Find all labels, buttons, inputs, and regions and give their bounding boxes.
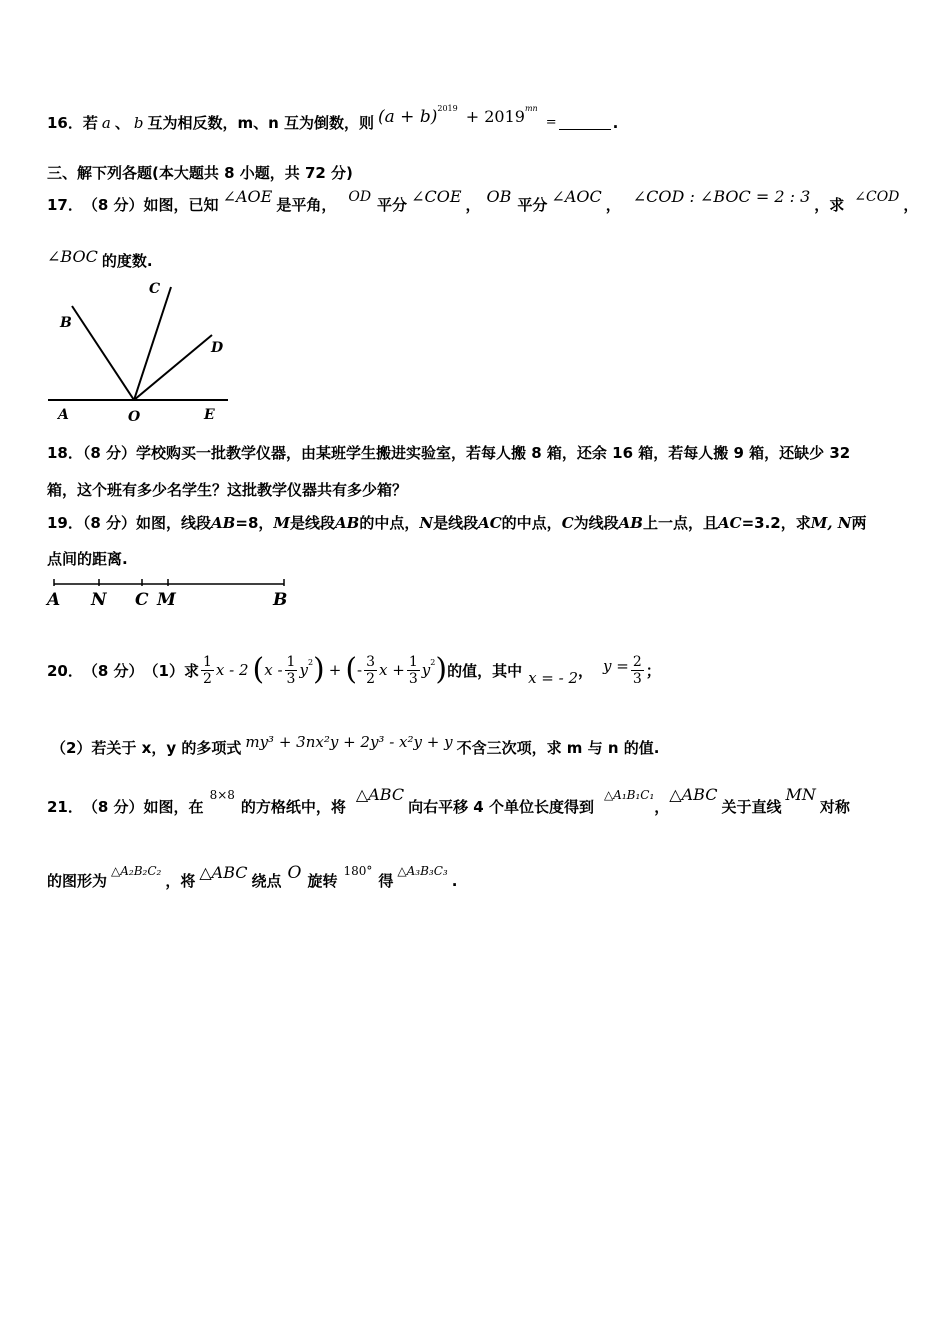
q17-comma: ， — [465, 196, 481, 214]
q21-point-o: O — [287, 862, 302, 883]
q20-semicolon: ； — [645, 661, 661, 680]
section-3-title: 三、解下列各题(本大题共 8 小题，共 72 分) — [47, 164, 353, 182]
paren-open-2: ( — [345, 652, 358, 687]
q20-y-eq: y = — [603, 657, 629, 675]
q21-end: . — [451, 871, 458, 890]
q20-number: 20． — [47, 661, 83, 680]
label-n: N — [91, 590, 107, 610]
q16-number: 16． — [47, 114, 83, 132]
frac-num: 1 — [408, 653, 418, 670]
label-a: A — [58, 407, 69, 423]
q17-ob: OB — [486, 187, 512, 206]
frac-1-2 — [201, 654, 214, 687]
q21-text-3: 向右平移 4 个单位长度得到 — [408, 798, 594, 816]
frac-den: 3 — [408, 670, 418, 687]
q17-angle-coe: ∠COE — [411, 187, 462, 206]
question-17 — [47, 187, 919, 215]
q16-expr-base: (a + b) — [378, 106, 438, 127]
q19-text-g: 为线段 — [573, 514, 619, 532]
q16-exp2: mn — [524, 104, 538, 113]
frac-num: 1 — [286, 653, 296, 670]
q20-plus: + — [328, 661, 342, 679]
q17-ratio: ∠COD : ∠BOC = 2 : 3 — [632, 187, 811, 206]
frac-den: 3 — [632, 670, 642, 687]
q17-comma-2: ， — [605, 196, 621, 214]
q17-comma-3: ， — [903, 196, 919, 214]
q17-text: 如图，已知 — [143, 196, 219, 214]
paren-close: ) — [313, 652, 325, 687]
q19-ab: AB — [211, 513, 236, 532]
q19-text-j: 两 — [851, 514, 867, 532]
q16-text: 若 — [82, 114, 98, 132]
q17-text-5: ，求 — [814, 196, 845, 214]
question-20-part-2 — [47, 732, 660, 758]
label-o: O — [128, 409, 141, 425]
q16-plus: + 2019 — [465, 107, 525, 126]
q19-c: C — [561, 513, 574, 532]
q17-number: 17． — [47, 196, 83, 214]
q17-score: （8 分） — [82, 196, 144, 214]
q19-text-f: 的中点， — [501, 514, 562, 532]
q16-sep: 、 — [114, 114, 130, 132]
q20-term-y3: y — [421, 661, 431, 679]
q16-answer-blank[interactable] — [559, 128, 611, 130]
label-c: C — [149, 281, 161, 297]
ray-od — [134, 335, 212, 400]
frac-den: 2 — [202, 670, 212, 687]
q20-term-y2: y — [299, 661, 308, 679]
q19-ac2: AC — [718, 513, 742, 532]
q17-angle-aoc: ∠AOC — [551, 187, 602, 206]
exponent-2: 2 — [430, 657, 436, 667]
ray-ob — [72, 306, 134, 400]
frac-3-2 — [364, 654, 377, 687]
q17-text-3: 平分 — [377, 196, 408, 214]
q21-grid-size: 8×8 — [209, 787, 235, 802]
ray-oc — [134, 287, 171, 400]
frac-den: 2 — [366, 670, 376, 687]
q17-text-6: 的度数. — [101, 252, 153, 270]
question-20-part-1 — [47, 648, 661, 692]
q17-angle-aoe: ∠AOE — [222, 187, 273, 206]
frac-num: 2 — [632, 653, 642, 670]
q21-text-7: ，将 — [165, 872, 196, 890]
figure-17-angles — [40, 275, 240, 425]
frac-num: 3 — [366, 653, 376, 670]
label-m: M — [157, 590, 176, 610]
q21-line-mn: MN — [785, 785, 816, 804]
q21-text-4: 关于直线 — [721, 798, 782, 816]
q20-part2-text: 不含三次项，求 m 与 n 的值. — [456, 739, 660, 757]
q16-text-2: 互为相反数，m、n 互为倒数，则 — [147, 114, 375, 132]
q17-angle-cod: ∠COD — [854, 188, 900, 205]
q21-text-8: 绕点 — [251, 872, 282, 890]
q21-text-5: 对称 — [819, 798, 850, 816]
q16-end: . — [612, 113, 619, 132]
q20-x-value: x = - 2 — [528, 669, 579, 687]
q21-text: 如图，在 — [143, 798, 204, 816]
q20-term-x3: x + — [379, 661, 405, 679]
q20-polynomial: my³ + 3nx²y + 2y³ - x²y + y — [245, 732, 453, 751]
q19-ac: AC — [478, 513, 502, 532]
q19-ab3: AB — [618, 513, 643, 532]
q19-text-c: 是线段 — [290, 514, 336, 532]
q19-n: N — [419, 513, 434, 532]
q21-text-6: 的图形为 — [47, 872, 108, 890]
q21-score: （8 分） — [82, 798, 144, 816]
frac-1-3-b — [407, 654, 420, 687]
label-c: C — [135, 590, 149, 610]
q20-term-x1: x - 2 — [215, 661, 249, 679]
frac-1-3 — [285, 654, 298, 687]
q21-triangle-abc-2: △ABC — [669, 785, 718, 804]
q19-text-a: 19．（8 分）如图，线段 — [47, 514, 212, 532]
q19-ab2: AB — [335, 513, 360, 532]
q17-od: OD — [348, 188, 372, 205]
q20-score: （8 分） — [82, 661, 144, 680]
q21-comma: ， — [654, 798, 670, 816]
q20-part2-label: （2）若关于 x，y 的多项式 — [51, 739, 242, 757]
question-18-line-2: 箱，这个班有多少名学生？这批教学仪器共有多少箱？ — [47, 481, 408, 499]
q21-number: 21． — [47, 798, 83, 816]
question-18-line-1: 18．（8 分）学校购买一批教学仪器，由某班学生搬进实验室，若每人搬 8 箱，还余 16 箱，若每人搬 9 箱，还缺少 32 — [47, 444, 851, 462]
q21-text-9: 旋转 — [307, 872, 338, 890]
q21-text-10: 得 — [378, 872, 394, 890]
paren-close-2: ) — [435, 652, 448, 687]
label-a: A — [47, 590, 61, 610]
frac-den: 3 — [286, 670, 296, 687]
q19-text-h: 上一点，且 — [642, 514, 718, 532]
q19-mn: M, N — [810, 513, 852, 532]
question-21-line-1 — [47, 785, 850, 817]
q16-eq: = — [545, 115, 557, 130]
q21-triangle-abc: △ABC — [355, 785, 405, 804]
q19-m: M — [273, 513, 290, 532]
question-19-line-1 — [47, 512, 867, 533]
q21-triangle-a2b2c2: △A₂B₂C₂ — [111, 863, 162, 878]
question-21-line-2 — [47, 862, 458, 891]
q16-var-a: a — [101, 113, 111, 132]
label-d: D — [211, 340, 224, 356]
frac-num: 1 — [202, 653, 212, 670]
q21-triangle-a1b1c1: △A₁B₁C₁ — [603, 787, 655, 802]
paren-open: ( — [252, 652, 265, 687]
q21-degrees: 180° — [343, 863, 373, 878]
q20-neg: - — [357, 661, 363, 679]
question-16 — [47, 104, 619, 133]
label-e: E — [204, 407, 215, 423]
q19-text-d: 的中点， — [359, 514, 420, 532]
frac-2-3 — [631, 654, 644, 687]
q20-comma: ， — [578, 661, 594, 680]
q21-triangle-abc-3: △ABC — [199, 863, 248, 882]
question-19-line-2: 点间的距离. — [47, 550, 128, 568]
q19-text-i: =3.2，求 — [741, 514, 811, 532]
q20-text: 的值，其中 — [447, 661, 523, 680]
label-b: B — [273, 590, 288, 610]
label-b: B — [60, 315, 72, 331]
q19-text-b: =8， — [235, 514, 274, 532]
q17-text-4: 平分 — [517, 196, 548, 214]
q20-term-x2: x - — [264, 661, 283, 679]
q16-var-b: b — [133, 113, 144, 132]
q17-text-2: 是平角， — [276, 196, 337, 214]
q20-part1-label: （1）求 — [143, 661, 199, 680]
figure-19-segment — [44, 576, 294, 610]
q21-triangle-a3b3c3: △A₃B₃C₃ — [397, 863, 448, 878]
q19-text-e: 是线段 — [433, 514, 479, 532]
question-17-line-2 — [47, 247, 153, 271]
q16-exp1: 2019 — [437, 104, 458, 113]
q21-text-2: 的方格纸中，将 — [240, 798, 346, 816]
exponent: 2 — [307, 657, 314, 667]
q17-angle-boc: ∠BOC — [47, 247, 98, 266]
